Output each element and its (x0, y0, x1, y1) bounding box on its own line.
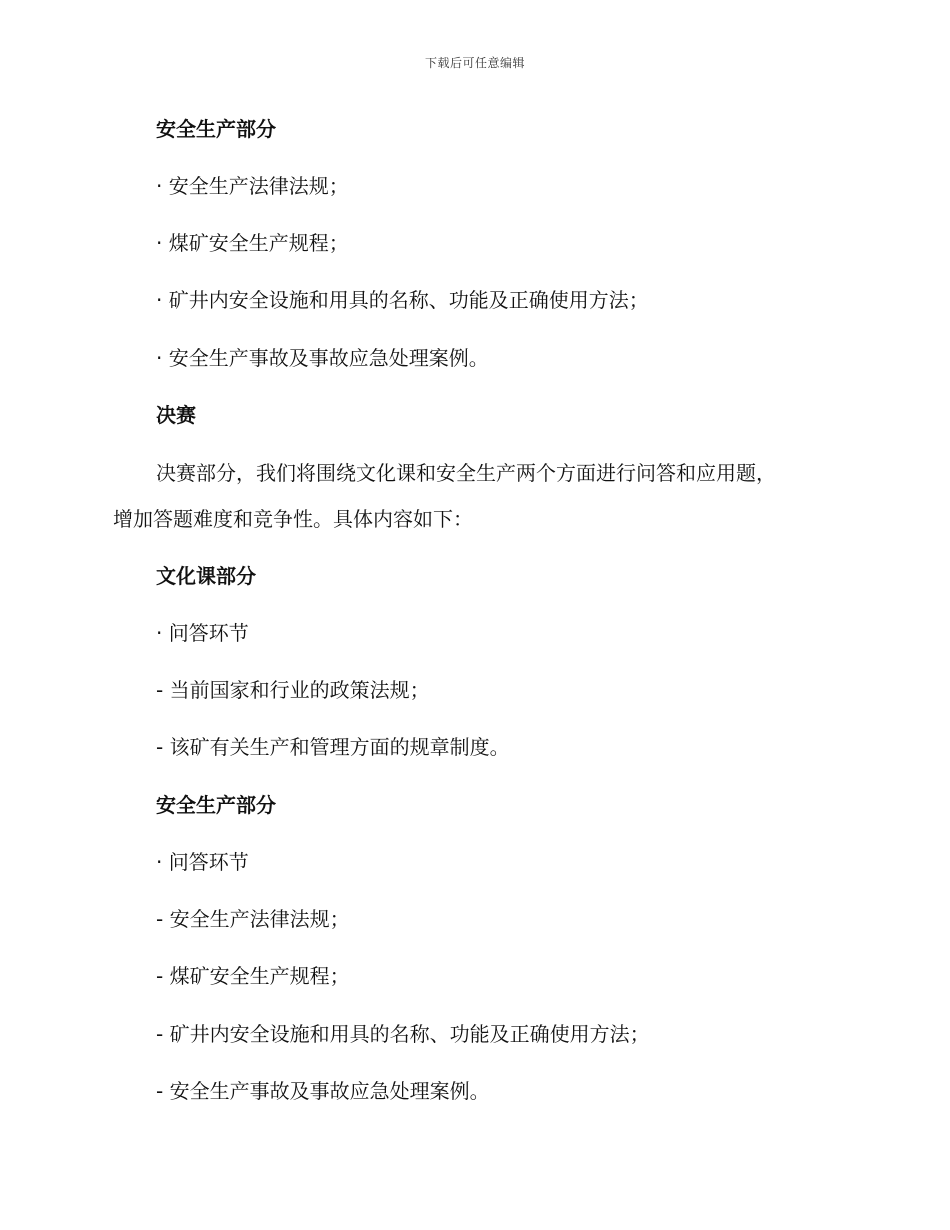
list-item: - 该矿有关生产和管理方面的规章制度。 (156, 735, 510, 759)
list-item: - 安全生产事故及事故应急处理案例。 (156, 1079, 490, 1103)
paragraph-line: 增加答题难度和竞争性。具体内容如下： (113, 507, 473, 531)
section-heading-safety-production: 安全生产部分 (156, 117, 276, 141)
page-header: 下载后可任意编辑 (424, 56, 525, 70)
paragraph-line: 决赛部分，我们将围绕文化课和安全生产两个方面进行问答和应用题， (156, 461, 776, 485)
list-subheading: · 问答环节 (156, 621, 249, 645)
list-item: - 安全生产法律法规； (156, 907, 350, 931)
section-heading-safety: 安全生产部分 (156, 793, 276, 817)
list-item: · 安全生产法律法规； (156, 174, 349, 198)
list-item: - 当前国家和行业的政策法规； (156, 678, 430, 702)
list-item: · 煤矿安全生产规程； (156, 231, 349, 255)
list-subheading: · 问答环节 (156, 850, 249, 874)
section-heading-culture: 文化课部分 (156, 564, 256, 588)
section-heading-final: 决赛 (156, 403, 196, 427)
list-item: · 安全生产事故及事故应急处理案例。 (156, 346, 489, 370)
list-item: - 矿井内安全设施和用具的名称、功能及正确使用方法； (156, 1022, 650, 1046)
list-item: - 煤矿安全生产规程； (156, 964, 350, 988)
list-item: · 矿井内安全设施和用具的名称、功能及正确使用方法； (156, 288, 649, 312)
